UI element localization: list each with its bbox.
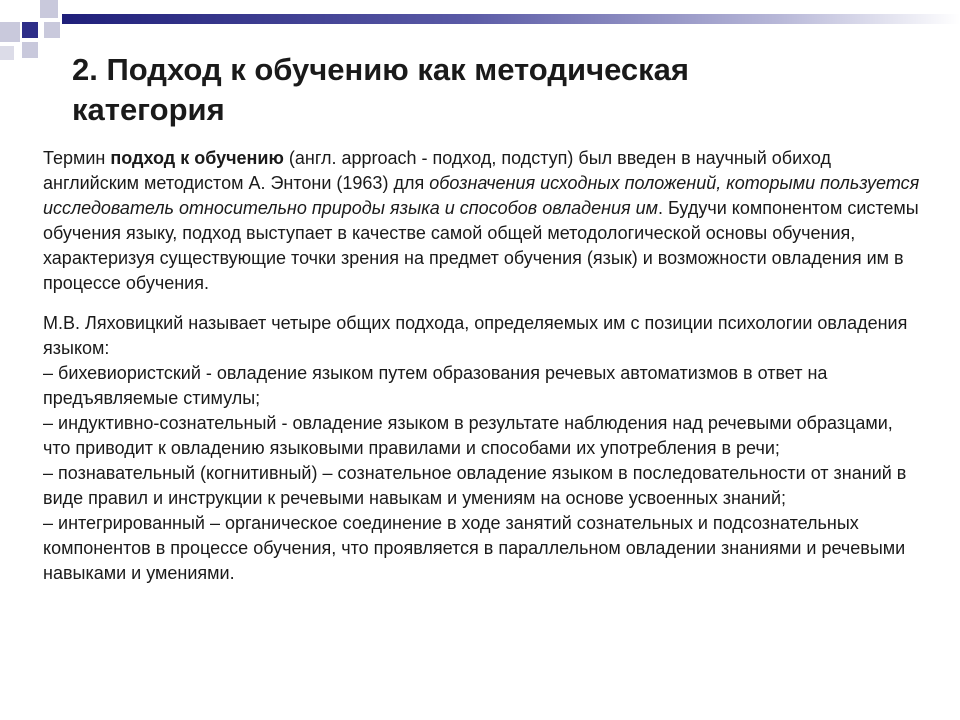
decorative-square bbox=[22, 42, 38, 58]
paragraph-text: Термин bbox=[43, 148, 111, 168]
decorative-square-accent bbox=[22, 22, 38, 38]
paragraph-approaches bbox=[43, 311, 923, 586]
decorative-square bbox=[0, 46, 14, 60]
approaches-intro: М.В. Ляховицкий называет четыре общих подхода, определяемых им с позиции психологии овладения языком: bbox=[43, 313, 908, 358]
definition-italic: обозначения исходных положений, которыми пользуется исследователь относительно природы языка и способов овладения им bbox=[43, 173, 920, 218]
list-item-behaviorist: – бихевиористский - овладение языком путем образования речевых автоматизмов в ответ на предъявляемые стимулы; bbox=[43, 363, 828, 408]
paragraph-definition bbox=[43, 146, 923, 296]
term-approach: подход к обучению bbox=[110, 148, 284, 168]
slide-title-line1: 2. Подход к обучению как методическая bbox=[72, 52, 689, 87]
header-gradient-bar bbox=[62, 14, 960, 24]
list-item-inductive: – индуктивно-сознательный - овладение языком в результате наблюдения над речевыми образцами, что приводит к овладению языковыми правилами и способами их употребления в речи; bbox=[43, 413, 893, 458]
decorative-square bbox=[44, 22, 60, 38]
slide-title-line2: категория bbox=[72, 92, 225, 127]
list-item-cognitive: – познавательный (когнитивный) – сознательное овладение языком в последовательности от знаний в виде правил и инструкции к речевыми навыкам и умениям на основе усвоенных знаний; bbox=[43, 463, 907, 508]
paragraph-text: . Будучи компонентом системы обучения языку, подход выступает в качестве самой общей методологической основы обучения, характеризуя существующие точки зрения на предмет обучения (язык) и возможности овладения им в процессе обучения. bbox=[43, 198, 919, 293]
slide-body bbox=[43, 146, 923, 586]
paragraph-text: (англ. approach - подход, подступ) был введен в научный обиход английским методистом А. Энтони (1963) для bbox=[43, 148, 832, 193]
list-item-integrated: – интегрированный – органическое соединение в ходе занятий сознательных и подсознательных компонентов в процессе обучения, что проявляется в параллельном овладении знаниями и речевыми навыками и умениями. bbox=[43, 513, 906, 583]
decorative-square bbox=[0, 22, 20, 42]
decorative-square bbox=[40, 0, 58, 18]
slide-title bbox=[72, 50, 932, 130]
